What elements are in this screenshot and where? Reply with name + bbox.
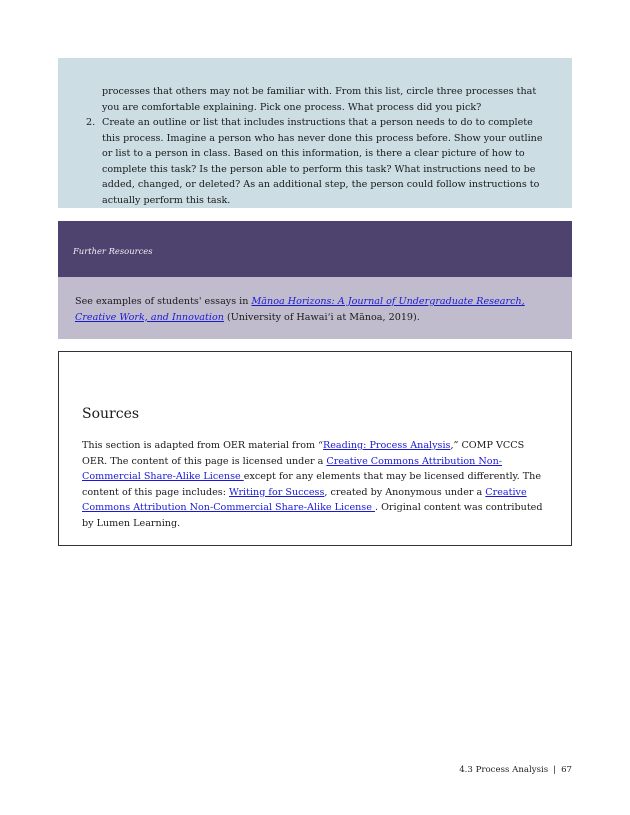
resources-text-before: See examples of students' essays in [75,296,252,307]
list-item [86,115,544,208]
resources-text-after: (University of Hawaiʻi at Mānoa, 2019). [223,311,420,323]
sources-text-5: . Original content was contributed by Lumen Learning. [82,502,543,529]
sources-text-2: ,” COMP VCCS OER. The content of this page is licensed under a [82,440,525,467]
exercise-box [58,58,572,208]
sources-text-1: This section is adapted from OER material from “ [82,440,324,451]
sources-text-3: except for any elements that may be licensed differently. The content of this page includes: [82,471,542,498]
footer-section: 4.3 Process Analysis [459,765,549,775]
list-item-number: 2. [86,117,96,128]
sources-text-4: , created by Anonymous under a [324,486,486,498]
page-number: 67 [561,765,572,775]
exercise-continuation: processes that others may not be familiar with. From this list, circle three processes that you are comfortable explaining. Pick one process. What process did you pick? [102,86,537,113]
further-resources-heading: Further Resources [58,221,572,277]
exercise-list [86,115,544,208]
cc-license-link-2[interactable]: Creative Commons Attribution Non-Commercial Share-Alike License [82,486,527,513]
further-resources-body [58,277,572,339]
cc-license-link-1[interactable]: Creative Commons Attribution Non-Commercial Share-Alike License [82,455,503,482]
sources-title: Sources [82,406,140,422]
list-item-text: Create an outline or list that includes instructions that a person needs to do to complete this process. Imagine a person who has never done this process before. Show your outline or list to a person in class. Based on this information, is there a clear picture of how to complete this task? Is the person able to perform this task? What instructions need to be added, changed, or deleted? As an additional step, the person could follow instructions to actually perform this task. [102,117,543,206]
writing-for-success-link[interactable]: Writing for Success [229,486,325,498]
reading-process-analysis-link[interactable]: Reading: Process Analysis [323,440,451,451]
sources-box [58,351,572,546]
sources-text [82,438,551,531]
footer-separator: | [553,765,557,775]
manoa-horizons-link[interactable]: Mānoa Horizons: A Journal of Undergraduate Research, Creative Work, and Innovation [75,296,525,323]
page-footer [459,765,572,775]
